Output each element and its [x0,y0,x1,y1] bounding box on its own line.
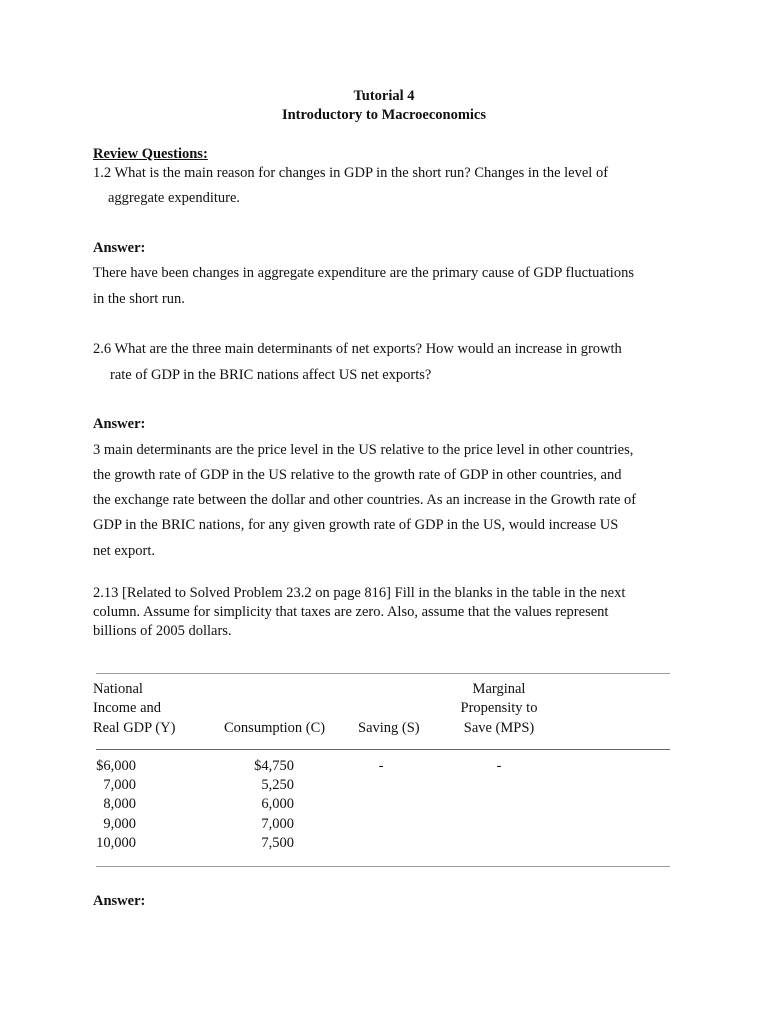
question-1-2-line-2: aggregate expenditure. [108,190,241,206]
table-top-rule [96,673,670,674]
answer-2-line: net export. [93,543,156,559]
section-heading: Review Questions: [93,146,208,162]
cell-gdp: 9,000 [103,816,136,832]
cell-consumption: 7,000 [261,816,294,832]
header-gdp-line-3: Real GDP (Y) [93,720,176,736]
answer-2-line: the growth rate of GDP in the US relative to the growth rate of GDP in other countries, and [93,467,622,483]
cell-saving: - [378,758,384,774]
cell-gdp: 10,000 [96,835,136,851]
question-2-6-line-1: 2.6 What are the three main determinants of net exports? How would an increase in growth [93,341,622,357]
answer-1-line-2: in the short run. [93,291,185,307]
header-saving: Saving (S) [358,720,420,736]
header-consumption: Consumption (C) [224,720,326,736]
table-header-rule [96,749,670,750]
cell-consumption: 7,500 [261,835,294,851]
question-1-2-line-1: 1.2 What is the main reason for changes in GDP in the short run? Changes in the level of [93,165,609,181]
header-mps-line-1: Marginal [472,681,526,697]
cell-mps: - [496,758,502,774]
answer-2-line: GDP in the BRIC nations, for any given growth rate of GDP in the US, would increase US [93,517,619,533]
answer-3-label: Answer: [93,893,146,909]
header-mps-line-3: Save (MPS) [463,720,535,736]
answer-2-label: Answer: [93,416,146,432]
cell-gdp: 7,000 [103,777,136,793]
header-gdp-line-2: Income and [93,700,162,716]
answer-2-line: 3 main determinants are the price level in the US relative to the price level in other countries, [93,442,634,458]
cell-consumption: $4,750 [254,758,294,774]
question-2-13-line: column. Assume for simplicity that taxes are zero. Also, assume that the values represent [93,604,609,620]
cell-consumption: 6,000 [261,796,294,812]
cell-consumption: 5,250 [261,777,294,793]
header-gdp-line-1: National [93,681,143,697]
document-title: Tutorial 4 [353,88,415,104]
question-2-6-line-2: rate of GDP in the BRIC nations affect US net exports? [110,367,432,383]
answer-1-label: Answer: [93,240,146,256]
cell-gdp: 8,000 [103,796,136,812]
cell-gdp: $6,000 [96,758,136,774]
question-2-13-line: 2.13 [Related to Solved Problem 23.2 on page 816] Fill in the blanks in the table in the next [93,585,626,601]
document-subtitle: Introductory to Macroeconomics [281,107,487,123]
table-bottom-rule [96,866,670,867]
question-2-13-line: billions of 2005 dollars. [93,623,232,639]
answer-1-line-1: There have been changes in aggregate expenditure are the primary cause of GDP fluctuations [93,265,634,281]
answer-2-line: the exchange rate between the dollar and other countries. As an increase in the Growth rate of [93,492,637,508]
header-mps-line-2: Propensity to [460,700,538,716]
